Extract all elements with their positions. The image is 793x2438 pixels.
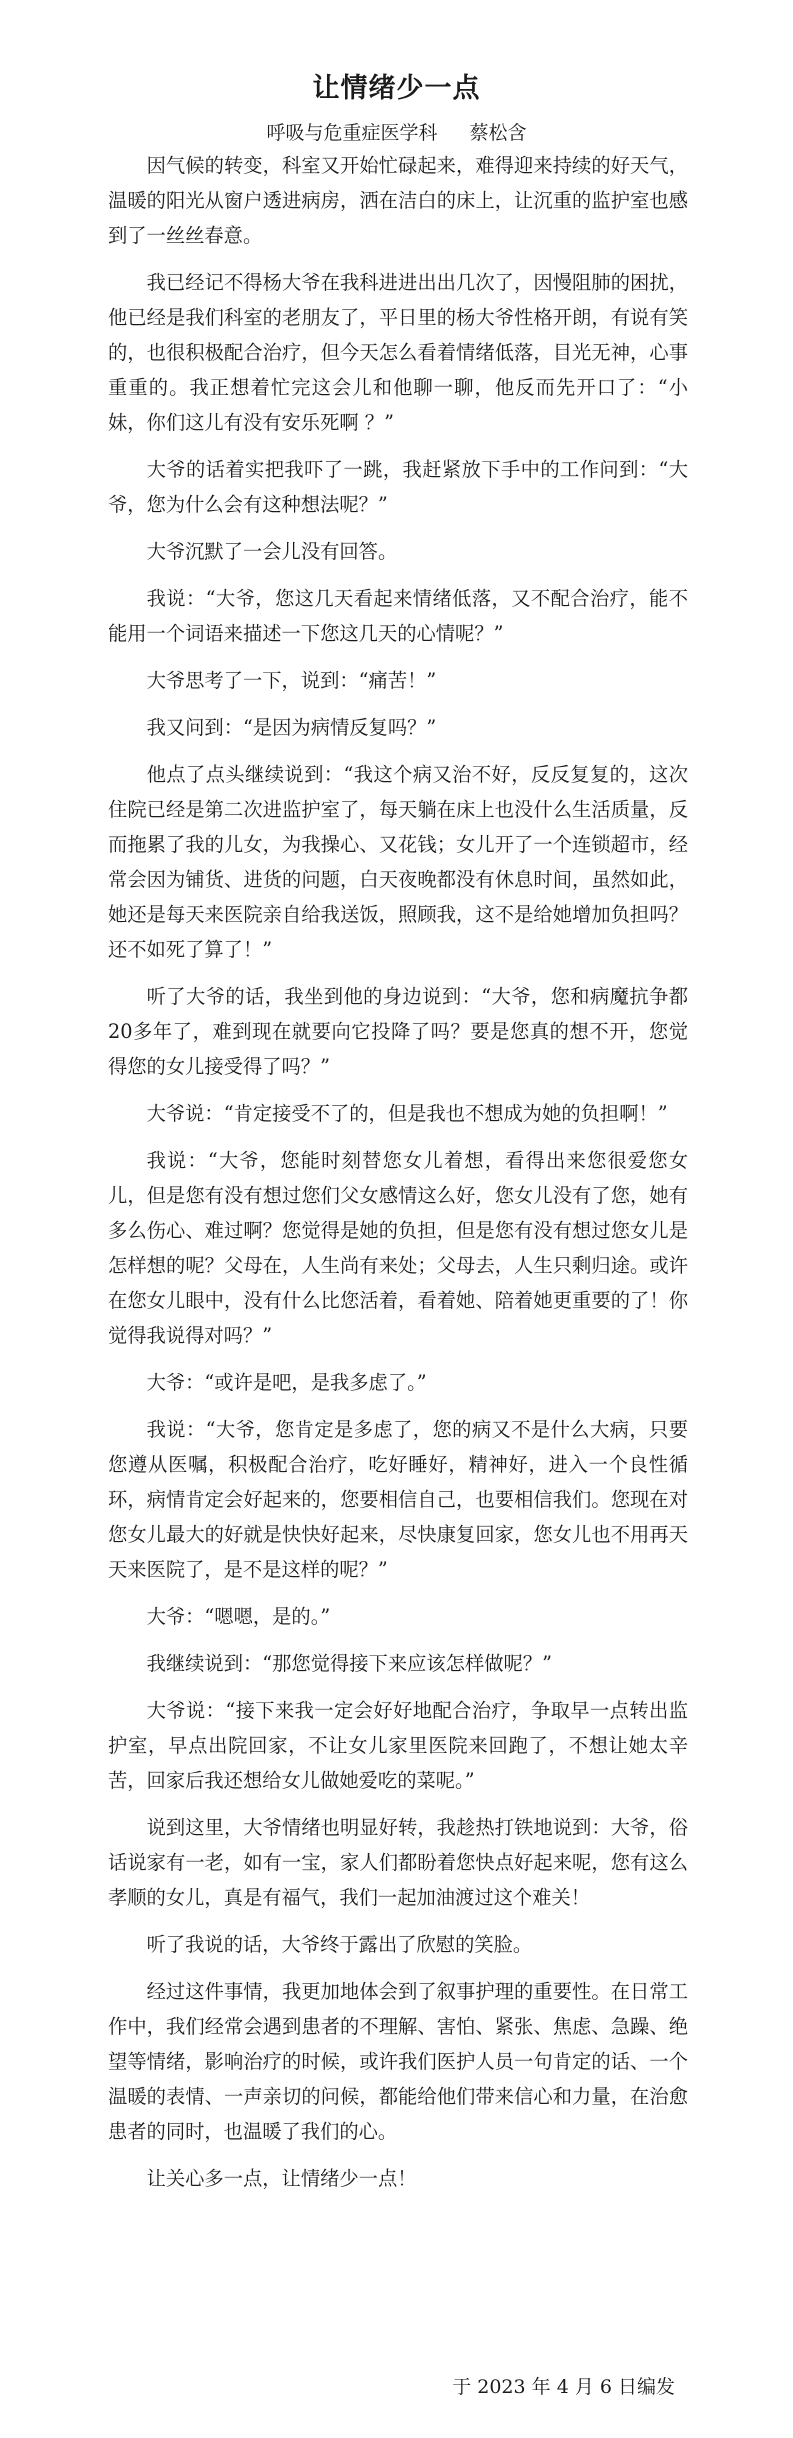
byline bbox=[0, 118, 793, 145]
paragraph: 我已经记不得杨大爷在我科进进出出几次了，因慢阻肺的困扰，他已经是我们科室的老朋友了，平日里的杨大爷性格开朗，有说有笑的，也很积极配合治疗，但今天怎么看着情绪低落，目光无神，心事重重的。我正想着忙完这会儿和他聊一聊，他反而先开口了：“小妹，你们这儿有没有安乐死啊 ？” bbox=[108, 271, 688, 434]
paragraph: 大爷说：“肯定接受不了的，但是我也不想成为她的负担啊！” bbox=[146, 1102, 668, 1125]
paragraph: 我说：“大爷，您这几天看起来情绪低落，又不配合治疗，能不能用一个词语来描述一下您这几天的心情呢？” bbox=[108, 587, 688, 645]
publish-date: 于 2023 年 4 月 6 日编发 bbox=[452, 2376, 675, 2398]
paragraph: 我又问到：“是因为病情反复吗？” bbox=[146, 716, 437, 739]
paragraph: 我说：“大爷，您能时刻替您女儿着想，看得出来您很爱您女儿，但是您有没有想过您们父女感情这么好，您女儿没有了您，她有多么伤心、难过啊？您觉得是她的负担，但是您有没有想过您女儿是怎样想的呢？父母在，人生尚有来处；父母去，人生只剩归途。或许在您女儿眼中，没有什么比您活着，看着她、陪着她更重要的了！你觉得我说得对吗？” bbox=[108, 1149, 688, 1347]
author-department: 呼吸与危重症医学科 bbox=[266, 122, 438, 144]
paragraph: 经过这件事情，我更加地体会到了叙事护理的重要性。在日常工作中，我们经常会遇到患者的不理解、害怕、紧张、焦虑、急躁、绝望等情绪，影响治疗的时候，或许我们医护人员一句肯定的话、一个温暖的表情、一声亲切的问候，都能给他们带来信心和力量，在治愈患者的同时，也温暖了我们的心。 bbox=[108, 1980, 688, 2143]
paragraph: 听了我说的话，大爷终于露出了欣慰的笑脸。 bbox=[146, 1933, 533, 1956]
paragraph: 大爷说：“接下来我一定会好好地配合治疗，争取早一点转出监护室，早点出院回家，不让女儿家里医院来回跑了，不想让她太辛苦，回家后我还想给女儿做她爱吃的菜呢。” bbox=[108, 1699, 688, 1792]
paragraph: 我继续说到：“那您觉得接下来应该怎样做呢？” bbox=[146, 1652, 552, 1675]
article-title: 让情绪少一点 bbox=[312, 73, 481, 104]
paragraph: 大爷：“嗯嗯，是的。” bbox=[146, 1605, 331, 1628]
paragraph: 大爷：“或许是吧，是我多虑了。” bbox=[146, 1371, 427, 1394]
paragraph: 我说：“大爷，您肯定是多虑了，您的病又不是什么大病，只要您遵从医嘱，积极配合治疗，吃好睡好，精神好，进入一个良性循环，病情肯定会好起来的，您要相信自己，也要相信我们。您现在对您女儿最大的好就是快快好起来，尽快康复回家，您女儿也不用再天天来医院了，是不是这样的呢？” bbox=[108, 1418, 688, 1581]
author-name: 蔡松含 bbox=[469, 122, 527, 144]
paragraph: 听了大爷的话，我坐到他的身边说到：“大爷，您和病魔抗争都20多年了，难到现在就要向它投降了吗？要是您真的想不开，您觉得您的女儿接受得了吗？” bbox=[108, 985, 688, 1078]
article-body bbox=[108, 148, 688, 2208]
paragraph: 让关心多一点，让情绪少一点！ bbox=[146, 2167, 417, 2190]
paragraph: 因气候的转变，科室又开始忙碌起来，难得迎来持续的好天气，温暖的阳光从窗户透进病房，洒在洁白的床上，让沉重的监护室也感到了一丝丝春意。 bbox=[108, 154, 688, 247]
paragraph: 大爷的话着实把我吓了一跳，我赶紧放下手中的工作问到：“大爷，您为什么会有这种想法呢？” bbox=[108, 458, 688, 516]
paragraph: 他点了点头继续说到：“我这个病又治不好，反反复复的，这次住院已经是第二次进监护室了，每天躺在床上也没什么生活质量，反而拖累了我的儿女，为我操心、又花钱；女儿开了一个连锁超市，经常会因为铺货、进货的问题，白天夜晚都没有休息时间，虽然如此，她还是每天来医院亲自给我送饭，照顾我，这不是给她增加负担吗？还不如死了算了！” bbox=[108, 763, 688, 961]
paragraph: 大爷沉默了一会儿没有回答。 bbox=[146, 540, 398, 563]
paragraph: 说到这里，大爷情绪也明显好转，我趁热打铁地说到：大爷，俗话说家有一老，如有一宝，家人们都盼着您快点好起来呢，您有这么孝顺的女儿，真是有福气，我们一起加油渡过这个难关！ bbox=[108, 1816, 688, 1909]
paragraph: 大爷思考了一下，说到：“痛苦！” bbox=[146, 669, 437, 692]
